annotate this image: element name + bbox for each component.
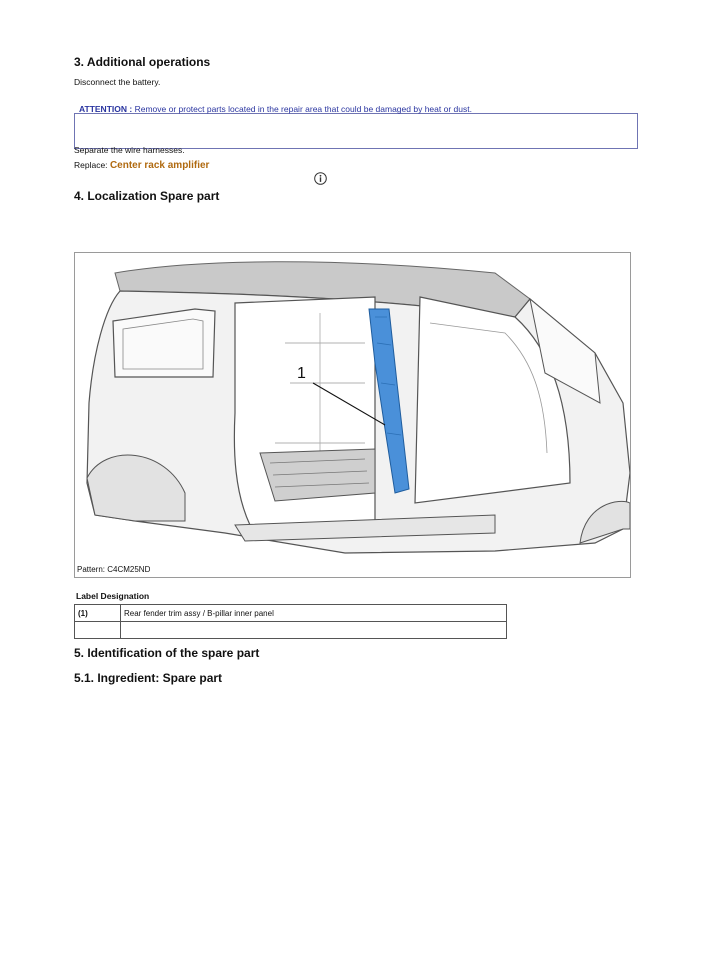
- section-3-title: 3. Additional operations: [74, 55, 211, 69]
- disconnect-battery-text: Disconnect the battery.: [74, 77, 161, 87]
- label-designation-table: [74, 604, 507, 639]
- label-designation-title: Label Designation: [76, 591, 150, 601]
- info-circle-icon[interactable]: [314, 172, 327, 185]
- attention-box: [74, 113, 638, 149]
- attention-text: Remove or protect parts located in the repair area that could be damaged by heat or dust.: [134, 104, 472, 114]
- label-cell: [75, 622, 121, 639]
- pattern-code: Pattern: C4CM25ND: [77, 565, 151, 574]
- replace-label: Replace:: [74, 160, 108, 170]
- figure-callout-1: 1: [297, 365, 306, 382]
- section-5-title: 5. Identification of the spare part: [74, 646, 260, 660]
- van-body-illustration: [75, 253, 631, 578]
- center-rack-amplifier-link[interactable]: Center rack amplifier: [109, 160, 210, 171]
- label-cell: (1): [75, 605, 121, 622]
- replace-line: [74, 160, 209, 171]
- attention-label: ATTENTION :: [79, 104, 133, 114]
- designation-cell: [121, 622, 507, 639]
- separate-harness-text: Separate the wire harnesses.: [74, 145, 185, 155]
- section-4-title: 4. Localization Spare part: [74, 189, 220, 203]
- table-row: [75, 605, 507, 622]
- attention-note: [79, 104, 472, 114]
- table-row: [75, 622, 507, 639]
- designation-cell: Rear fender trim assy / B-pillar inner panel: [121, 605, 507, 622]
- vehicle-body-figure: [74, 252, 631, 578]
- section-5-1-title: 5.1. Ingredient: Spare part: [74, 671, 223, 685]
